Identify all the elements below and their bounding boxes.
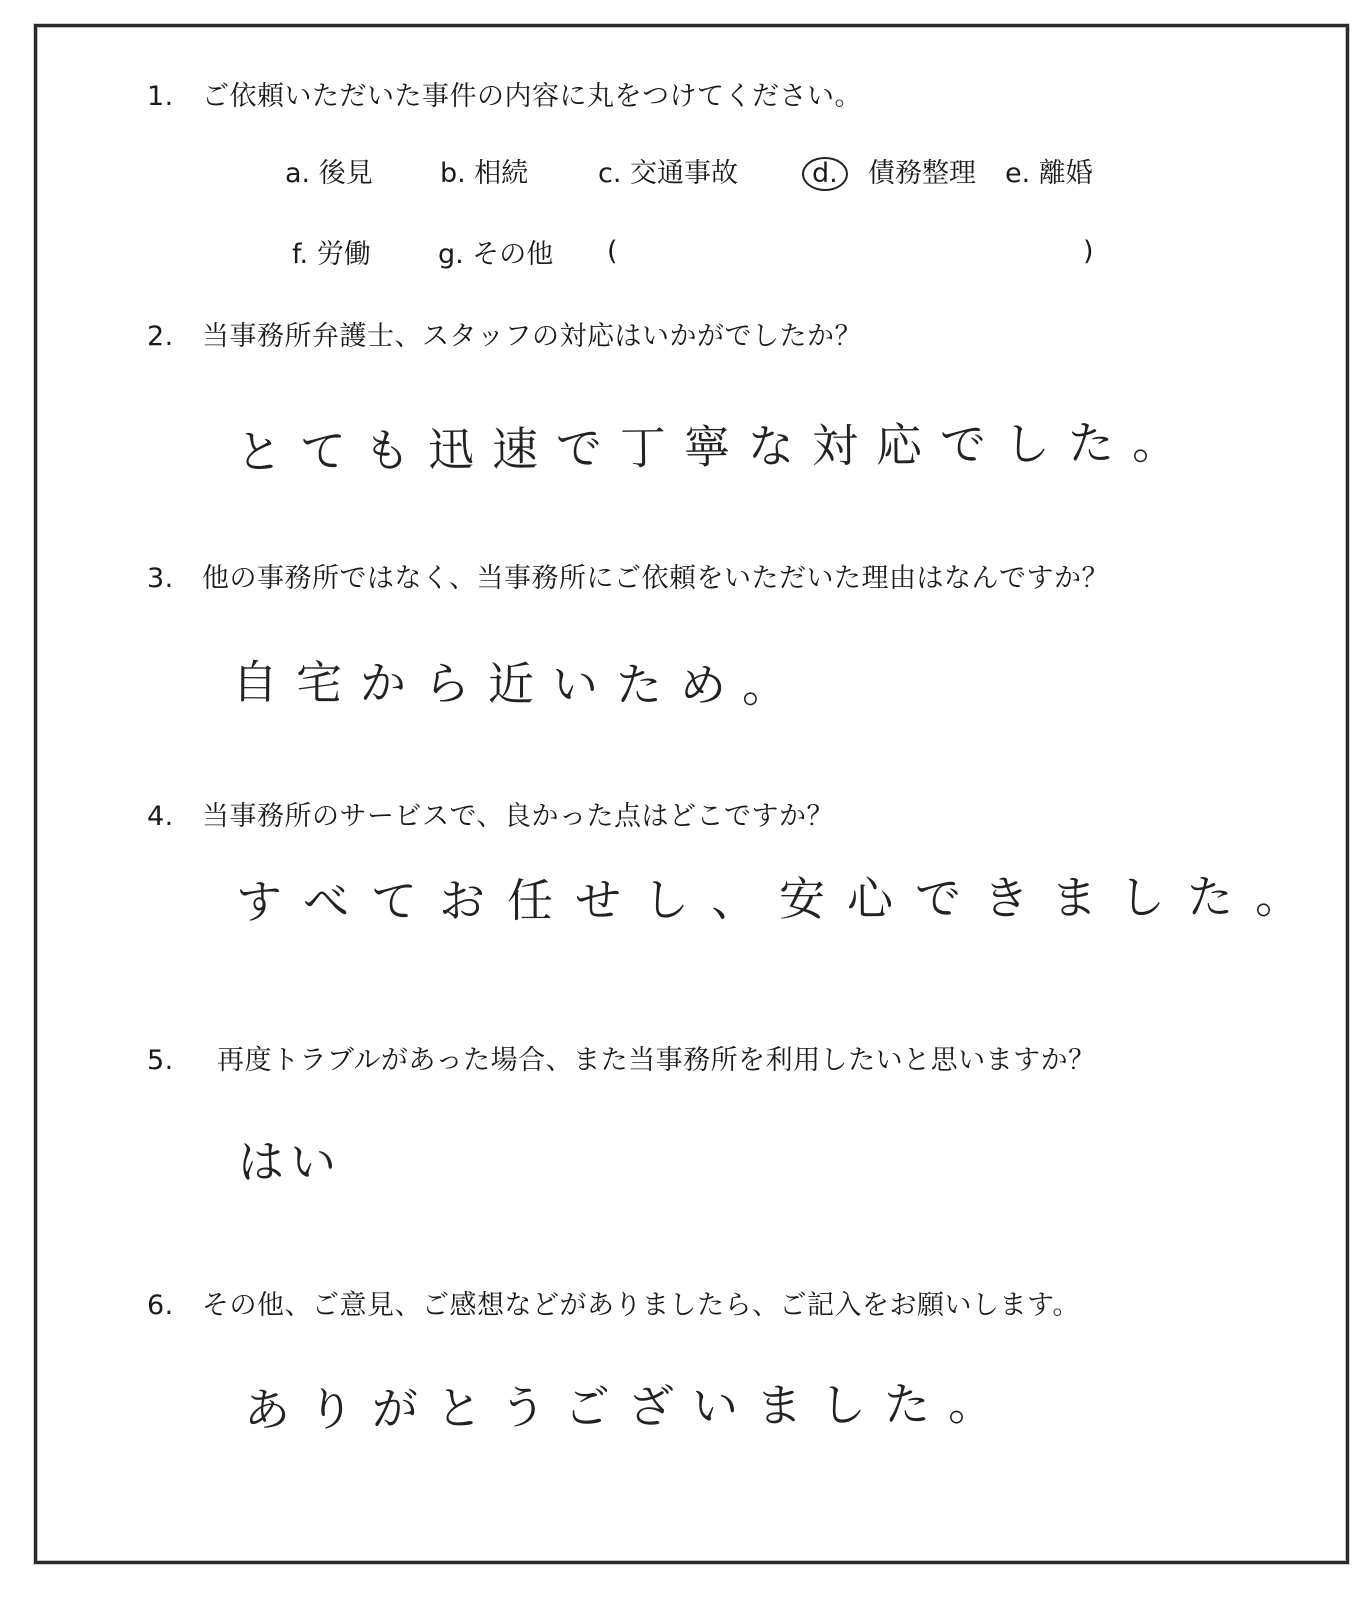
- question-6: [147, 1289, 1080, 1323]
- option-f[interactable]: f. 労働: [292, 239, 371, 270]
- question-2-text: 当事務所弁護士、スタッフの対応はいかがでしたか？: [202, 321, 862, 352]
- question-1: [147, 80, 862, 114]
- answer-5-handwritten[interactable]: はい: [238, 1135, 342, 1189]
- option-d[interactable]: [812, 157, 848, 191]
- option-g[interactable]: g. その他: [438, 239, 554, 270]
- question-5-text: 再度トラブルがあった場合、また当事務所を利用したいと思いますか？: [217, 1045, 1096, 1076]
- question-5: [147, 1044, 1096, 1078]
- option-d-circle-mark: d.: [802, 157, 848, 191]
- answer-3-handwritten[interactable]: 自宅から近いため。: [231, 655, 807, 714]
- option-e[interactable]: e. 離婚: [1005, 158, 1093, 189]
- question-2-number: 2.: [147, 321, 174, 352]
- question-6-text: その他、ご意見、ご感想などがありましたら、ご記入をお願いします。: [202, 1290, 1080, 1321]
- option-g-paren-close: ): [1083, 236, 1094, 267]
- question-2: [147, 320, 862, 354]
- question-3: [147, 562, 1109, 596]
- answer-2-handwritten[interactable]: とても迅速で丁寧な対応でした。: [235, 414, 1197, 479]
- question-1-number: 1.: [147, 81, 174, 112]
- option-b[interactable]: b. 相続: [440, 158, 529, 189]
- question-3-number: 3.: [147, 563, 174, 594]
- question-3-text: 他の事務所ではなく、当事務所にご依頼をいただいた理由はなんですか？: [202, 563, 1109, 594]
- option-d-label: 債務整理: [868, 158, 976, 189]
- question-1-text: ご依頼いただいた事件の内容に丸をつけてください。: [202, 81, 862, 112]
- answer-4-handwritten[interactable]: すべてお任せし、安心できました。: [235, 869, 1324, 929]
- option-g-paren-open: (: [607, 236, 618, 267]
- form-border: [34, 24, 1349, 1564]
- answer-6-handwritten[interactable]: ありがとうございました。: [243, 1376, 1013, 1437]
- question-6-number: 6.: [147, 1290, 174, 1321]
- question-4-number: 4.: [147, 801, 174, 832]
- question-4: [147, 800, 834, 834]
- option-a[interactable]: a. 後見: [285, 158, 373, 189]
- question-4-text: 当事務所のサービスで、良かった点はどこですか？: [202, 801, 834, 832]
- question-5-number: 5.: [147, 1045, 174, 1076]
- option-c[interactable]: c. 交通事故: [598, 158, 739, 189]
